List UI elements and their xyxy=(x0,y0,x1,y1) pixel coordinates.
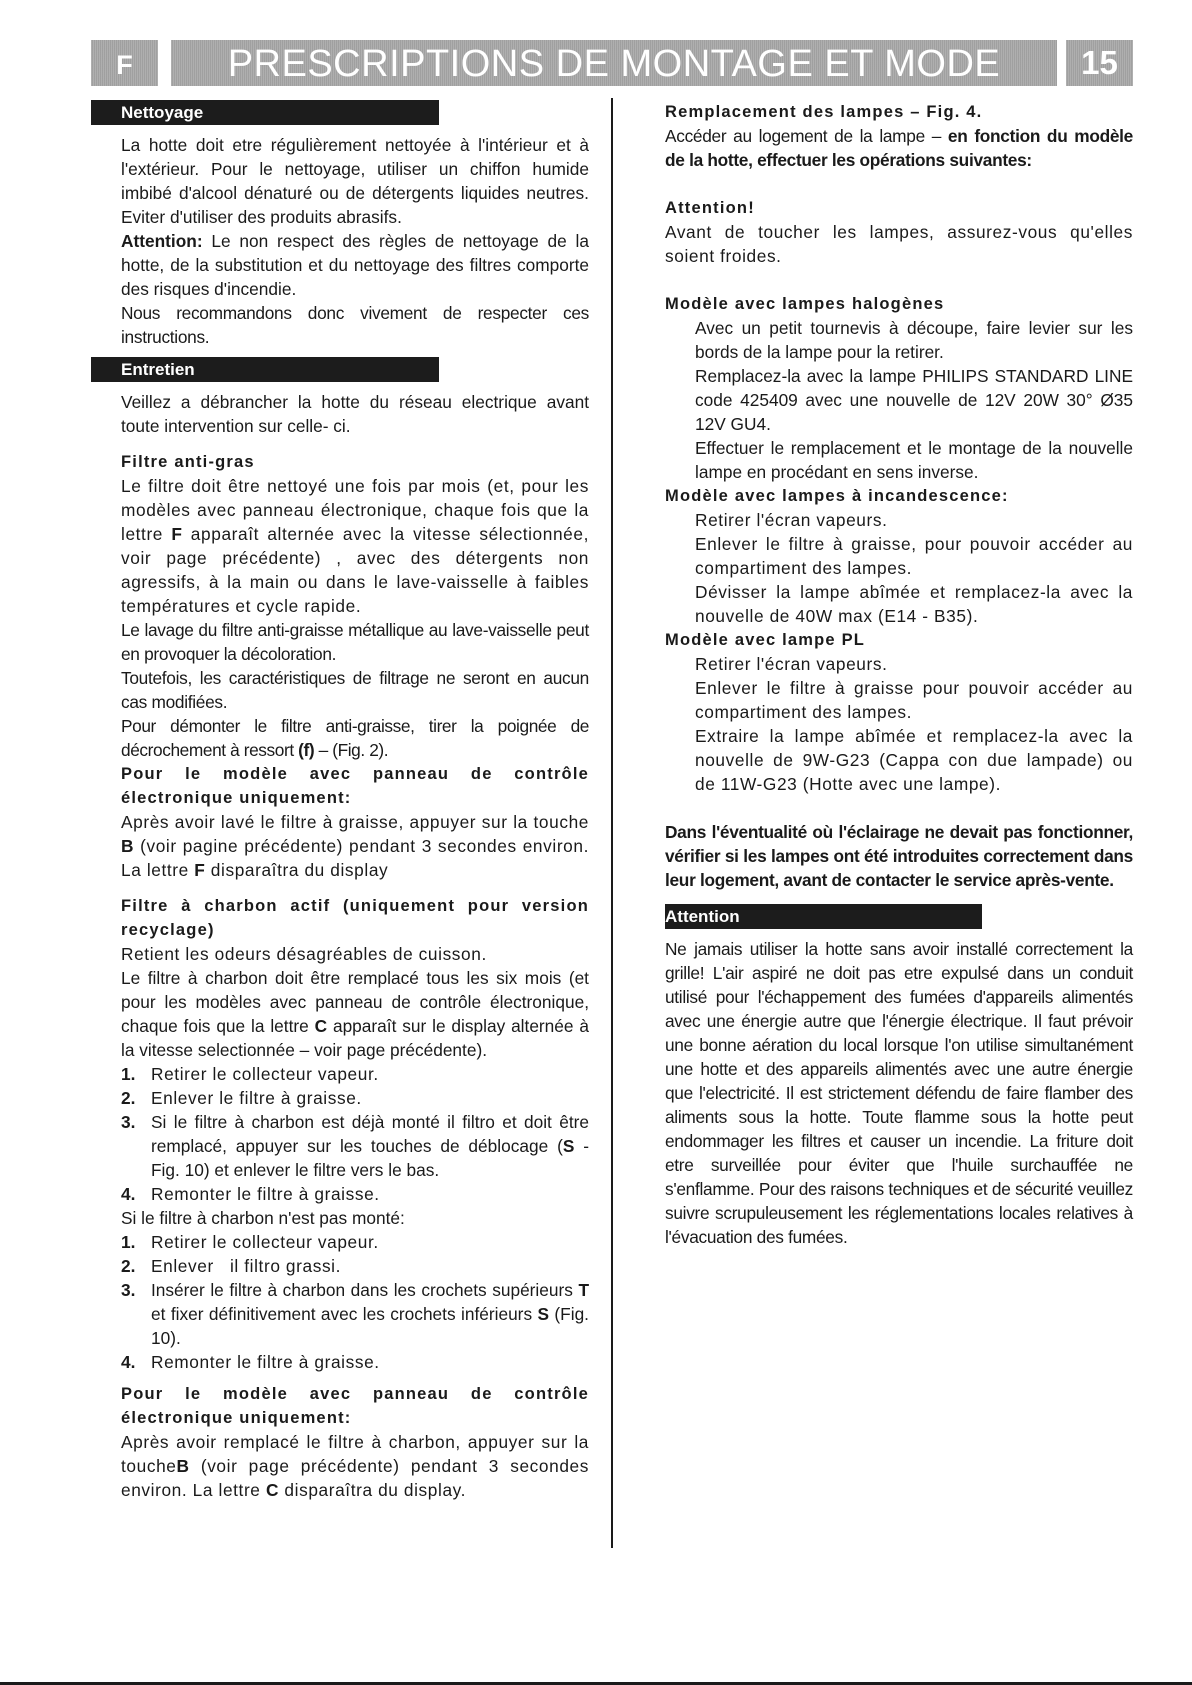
list-item: 2. Enlever il filtro grassi. xyxy=(121,1256,342,1276)
incandescence-title: Modèle avec lampes à incandescence: xyxy=(665,487,1009,505)
page-number-box xyxy=(1066,40,1133,86)
list-item: 3. Insérer le filtre à charbon dans les crochets supérieurs T et fixer définitivement avec les crochets inférieurs S (Fig. 10). xyxy=(121,1280,589,1348)
list-item: Effectuer le remplacement et le montage de la nouvelle lampe en procédant en sens inverse. xyxy=(695,438,1133,482)
filtre-charbon-not-mounted: Si le filtre à charbon n'est pas monté: xyxy=(121,1208,405,1228)
list-item: 1. Retirer le collecteur vapeur. xyxy=(121,1064,379,1084)
column-divider xyxy=(611,98,613,1548)
remplacement-title: Remplacement des lampes – Fig. 4. xyxy=(665,103,983,121)
attention-title: Attention! xyxy=(665,199,755,217)
nettoyage-paragraph: La hotte doit etre régulièrement nettoyée à l'intérieur et à l'extérieur. Pour le nettoyage, utiliser un chiffon humide imbibé d'alcool dénaturé ou de détergents liquides neutres. Eviter d'utiliser des produits abrasifs. xyxy=(121,135,589,227)
list-item: 4. Remonter le filtre à graisse. xyxy=(121,1352,380,1372)
filtre-charbon-intro: Retient les odeurs désagréables de cuisson. xyxy=(121,944,487,964)
attention-section-paragraph: Ne jamais utiliser la hotte sans avoir installé correctement la grille! L'air aspiré ne doit pas etre expulsé dans un conduit utilisé pour l'échappement des fumées d'appareils alimentés avec une énergie autre que l'énergie électrique. Il faut prévoir une bonne aération du local lorsque l'on utilise simultanément une hotte et des appareils alimentés avec une autre énergie que l'electricité. Il est strictement défendu de faire flamber des aliments sous la hotte. Toute flamme sous la hotte peut endommager les filtres et causer un incendie. La friture doit etre surveillée pour éviter que l'huile surchauffée ne s'enflamme. Pour des raisons techniques et de sécurité veuillez suivre scrupuleusement les réglementations locales relatives à l'évacuation des fumées. xyxy=(665,939,1133,1247)
list-item: Dévisser la lampe abîmée et remplacez-la avec la nouvelle de 40W max (E14 - B35). xyxy=(695,582,1133,626)
list-item: 1. Retirer le collecteur vapeur. xyxy=(121,1232,379,1252)
entretien-paragraph: Veillez a débrancher la hotte du réseau electrique avant toute intervention sur celle- ci. xyxy=(121,392,589,436)
filtre-charbon-title: Filtre à charbon actif (uniquement pour version recyclage) xyxy=(121,897,589,939)
list-item: Avec un petit tournevis à découpe, faire levier sur les bords de la lampe pour la retirer. xyxy=(695,318,1133,362)
list-item: Retirer l'écran vapeurs. xyxy=(695,654,888,674)
filtre-gras-lavage: Le lavage du filtre anti-graisse métallique au lave-vaisselle peut en provoquer la décoloration. xyxy=(121,620,589,664)
list-item: Retirer l'écran vapeurs. xyxy=(695,510,888,530)
filtre-charbon-panel-paragraph: Après avoir remplacé le filtre à charbon, appuyer sur la toucheB (voir page précédente) pendant 3 secondes environ. La lettre C disparaîtra du display. xyxy=(121,1432,589,1500)
page-title: PRESCRIPTIONS DE MONTAGE ET MODE xyxy=(227,42,1001,85)
eclairage-warning: Dans l'éventualité où l'éclairage ne devait pas fonctionner, vérifier si les lampes ont été introduites correctement dans leur logement, avant de contacter le service après-vente. xyxy=(665,822,1133,890)
section-header-attention: Attention xyxy=(665,904,982,929)
right-column xyxy=(665,100,1133,1249)
list-item: Remplacez-la avec la lampe PHILIPS STANDARD LINE code 425409 avec une nouvelle de 12V 20W 30° Ø35 12V GU4. xyxy=(695,366,1133,434)
filtre-gras-title: Filtre anti-gras xyxy=(121,453,255,471)
section-header-entretien: Entretien xyxy=(91,357,439,382)
list-item: 2. Enlever le filtre à graisse. xyxy=(121,1088,362,1108)
section-header-nettoyage: Nettoyage xyxy=(91,100,439,125)
list-item: 4. Remonter le filtre à graisse. xyxy=(121,1184,380,1204)
filtre-gras-demontage: Pour démonter le filtre anti-graisse, tirer la poignée de décrochement à ressort (f) – (Fig. 2). xyxy=(121,716,589,760)
pl-title: Modèle avec lampe PL xyxy=(665,631,866,649)
list-item: Extraire la lampe abîmée et remplacez-la avec la nouvelle de 9W-G23 (Cappa con due lampade) ou de 11W-G23 (Hotte avec une lampe). xyxy=(695,726,1133,794)
attention-paragraph: Avant de toucher les lampes, assurez-vous qu'elles soient froides. xyxy=(665,222,1133,266)
filtre-gras-panel-paragraph: Après avoir lavé le filtre à graisse, appuyer sur la touche B (voir pagine précédente) pendant 3 secondes environ. La lettre F disparaîtra du display xyxy=(121,812,589,880)
page-header-band xyxy=(171,40,1057,86)
filtre-gras-paragraph: Le filtre doit être nettoyé une fois par mois (et, pour les modèles avec panneau électronique, chaque fois que la lettre F apparaît alternée avec la vitesse sélectionnée, voir page précédente) , avec des détergents non agressifs, à la main ou dans le lave-vaisselle à faibles températures et cycle rapide. xyxy=(121,476,589,616)
filtre-charbon-paragraph: Le filtre à charbon doit être remplacé tous les six mois (et pour les modèles avec panneau de contrôle électronique, chaque fois que la lettre C apparaît sur le display alternée à la vitesse selectionnée – voir page précédente). xyxy=(121,968,589,1060)
list-item: Enlever le filtre à graisse, pour pouvoir accéder au compartiment des lampes. xyxy=(695,534,1133,578)
list-item: 3. Si le filtre à charbon est déjà monté il filtro et doit être remplacé, appuyer sur les touches de déblocage (S - Fig. 10) et enlever le filtre vers le bas. xyxy=(121,1112,589,1180)
filtre-charbon-panel-title: Pour le modèle avec panneau de contrôle électronique uniquement: xyxy=(121,1385,589,1427)
left-column xyxy=(121,100,589,1502)
nettoyage-attention: Attention: Le non respect des règles de nettoyage de la hotte, de la substitution et du nettoyage des filtres comporte des risques d'incendie. xyxy=(121,231,589,299)
filtre-gras-panel-title: Pour le modèle avec panneau de contrôle électronique uniquement: xyxy=(121,765,589,807)
filtre-gras-caracteristiques: Toutefois, les caractéristiques de filtrage ne seront en aucun cas modifiées. xyxy=(121,668,589,712)
language-tab xyxy=(91,40,158,86)
remplacement-paragraph: Accéder au logement de la lampe – en fonction du modèle de la hotte, effectuer les opérations suivantes: xyxy=(665,126,1133,170)
page-number: 15 xyxy=(1081,44,1118,81)
language-letter: F xyxy=(116,49,133,80)
halogenes-title: Modèle avec lampes halogènes xyxy=(665,295,945,313)
nettoyage-recommendation: Nous recommandons donc vivement de respecter ces instructions. xyxy=(121,303,589,347)
list-item: Enlever le filtre à graisse pour pouvoir accéder au compartiment des lampes. xyxy=(695,678,1133,722)
